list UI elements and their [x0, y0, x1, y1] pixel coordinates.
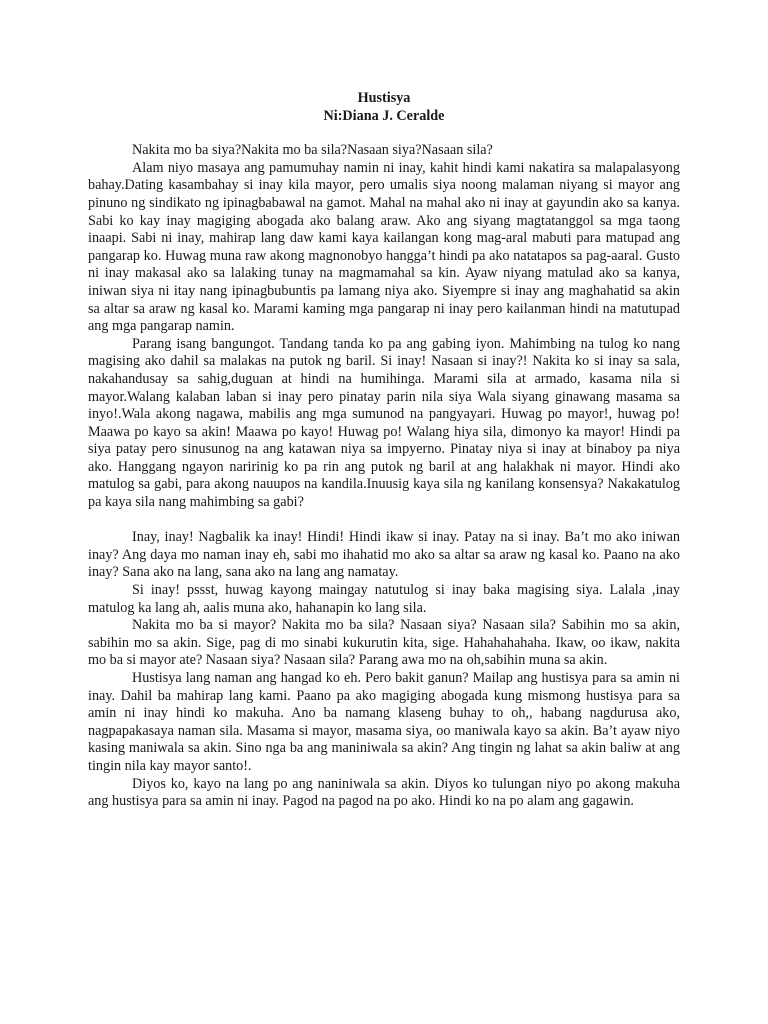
paragraph-8: Diyos ko, kayo na lang po ang naniniwala sa akin. Diyos ko tulungan niyo po akong makuha ang hustisya para sa amin ni inay. Pagod na pagod na po ako. Hindi ko na po alam ang gagawin. [88, 775, 680, 810]
document-author: Ni:Diana J. Ceralde [323, 107, 445, 124]
paragraph-4: Inay, inay! Nagbalik ka inay! Hindi! Hindi ikaw si inay. Patay na si inay. Ba’t mo ako iniwan inay? Ang daya mo naman inay eh, sabi mo ihahatid mo ako sa altar sa araw ng kasal ko. Paano na ako inay? Sana ako na lang, sana ako na lang ang namatay. [88, 529, 680, 581]
paragraph-3: Parang isang bangungot. Tandang tanda ko pa ang gabing iyon. Mahimbing na tulog ko nang magising ako dahil sa malakas na putok ng baril. Si inay! Nasaan si inay?! Nakita ko si inay sa sala, nakahandusay sa sahig,duguan at hindi na humihinga. Marami sila at armado, kasama nila si mayor.Walang kalaban laban si inay pero pinatay parin nila siya Wala siyang ginawang masama sa inyo!.Wala akong nagawa, mabilis ang mga sumunod na pangyayari. Huwag po mayor!, huwag po! Maawa po kayo sa akin! Maawa po kayo! Huwag po! Walang hiya sila, dimonyo ka mayor! Hindi pa siya patay pero sinusunog na ang katawan niya sa impyerno. Pinatay niya si inay at binaboy pa niya ako. Hanggang ngayon naririnig ko pa rin ang putok ng baril at ang halakhak ni mayor. Hindi ako matulog sa gabi, para akong nauupos na kandila.Inuusig kaya sila ng kanilang konsensya? Nakakatulog pa kaya sila nang mahimbing sa gabi? [88, 335, 680, 511]
paragraph-2: Alam niyo masaya ang pamumuhay namin ni inay, kahit hindi kami nakatira sa malapalasyong bahay.Dating kasambahay si inay kila mayor, pero umalis siya noong malaman niyang si mayor ang pinuno ng sindikato ng ipinagbabawal na gamot. Mahal na mahal ako ni inay at gayundin ako sa kanya. Sabi ko kay inay magiging abogada ako balang araw. Ako ang siyang magtatanggol sa mga taong inaapi. Sabi ni inay, mahirap lang daw kami kaya kailangan kong mag-aral mabuti para matupad ang pangarap ko. Huwag muna raw akong magnonobyo hangga’t hindi pa ako natatapos sa pag-aaral. Gusto ni inay makasal ako sa lalaking tunay na magmamahal sa kin. Ayaw niyang matulad ako sa kanya, iniwan siya ni itay nang ipinagbubuntis pa lamang niya ako. Siyempre si inay ang maghahatid sa akin sa altar sa araw ng kasal ko. Marami kaming mga pangarap ni inay pero kailanman hindi na matutupad ang mga pangarap namin. [88, 159, 680, 335]
document-page [88, 90, 680, 811]
paragraph-1: Nakita mo ba siya?Nakita mo ba sila?Nasaan siya?Nasaan sila? [132, 142, 493, 159]
paragraph-6: Nakita mo ba si mayor? Nakita mo ba sila? Nasaan siya? Nasaan sila? Sabihin mo sa akin, sabihin mo sa akin. Sige, pag di mo sinabi kukurutin kita, sige. Hahahahahaha. Ikaw, oo ikaw, nakita mo ba si mayor ate? Nasaan siya? Nasaan sila? Parang awa mo na oh,sabihin muna sa akin. [88, 617, 680, 669]
document-title: Hustisya [357, 90, 411, 106]
paragraph-5: Si inay! pssst, huwag kayong maingay natutulog si inay baka magising siya. Lalala ,inay matulog ka lang ah, aalis muna ako, hahanapin ko lang sila. [88, 582, 680, 616]
paragraph-7: Hustisya lang naman ang hangad ko eh. Pero bakit ganun? Mailap ang hustisya para sa amin ni inay. Dahil ba mahirap lang kami. Paano pa ako magiging abogada kung mismong hustisya para sa amin ni inay hindi ko makuha. Ano ba namang klaseng buhay to oh,, habang nagdurusa ako, nagpapakasaya naman sila. Masama si mayor, masama siya, oo maniwala kayo sa akin. Ba’t ayaw niyo kasing maniwala sa akin. Sino nga ba ang maniniwala sa akin? Ang tingin ng lahat sa akin baliw at ang tingin nila kay mayor santo!. [88, 670, 680, 774]
